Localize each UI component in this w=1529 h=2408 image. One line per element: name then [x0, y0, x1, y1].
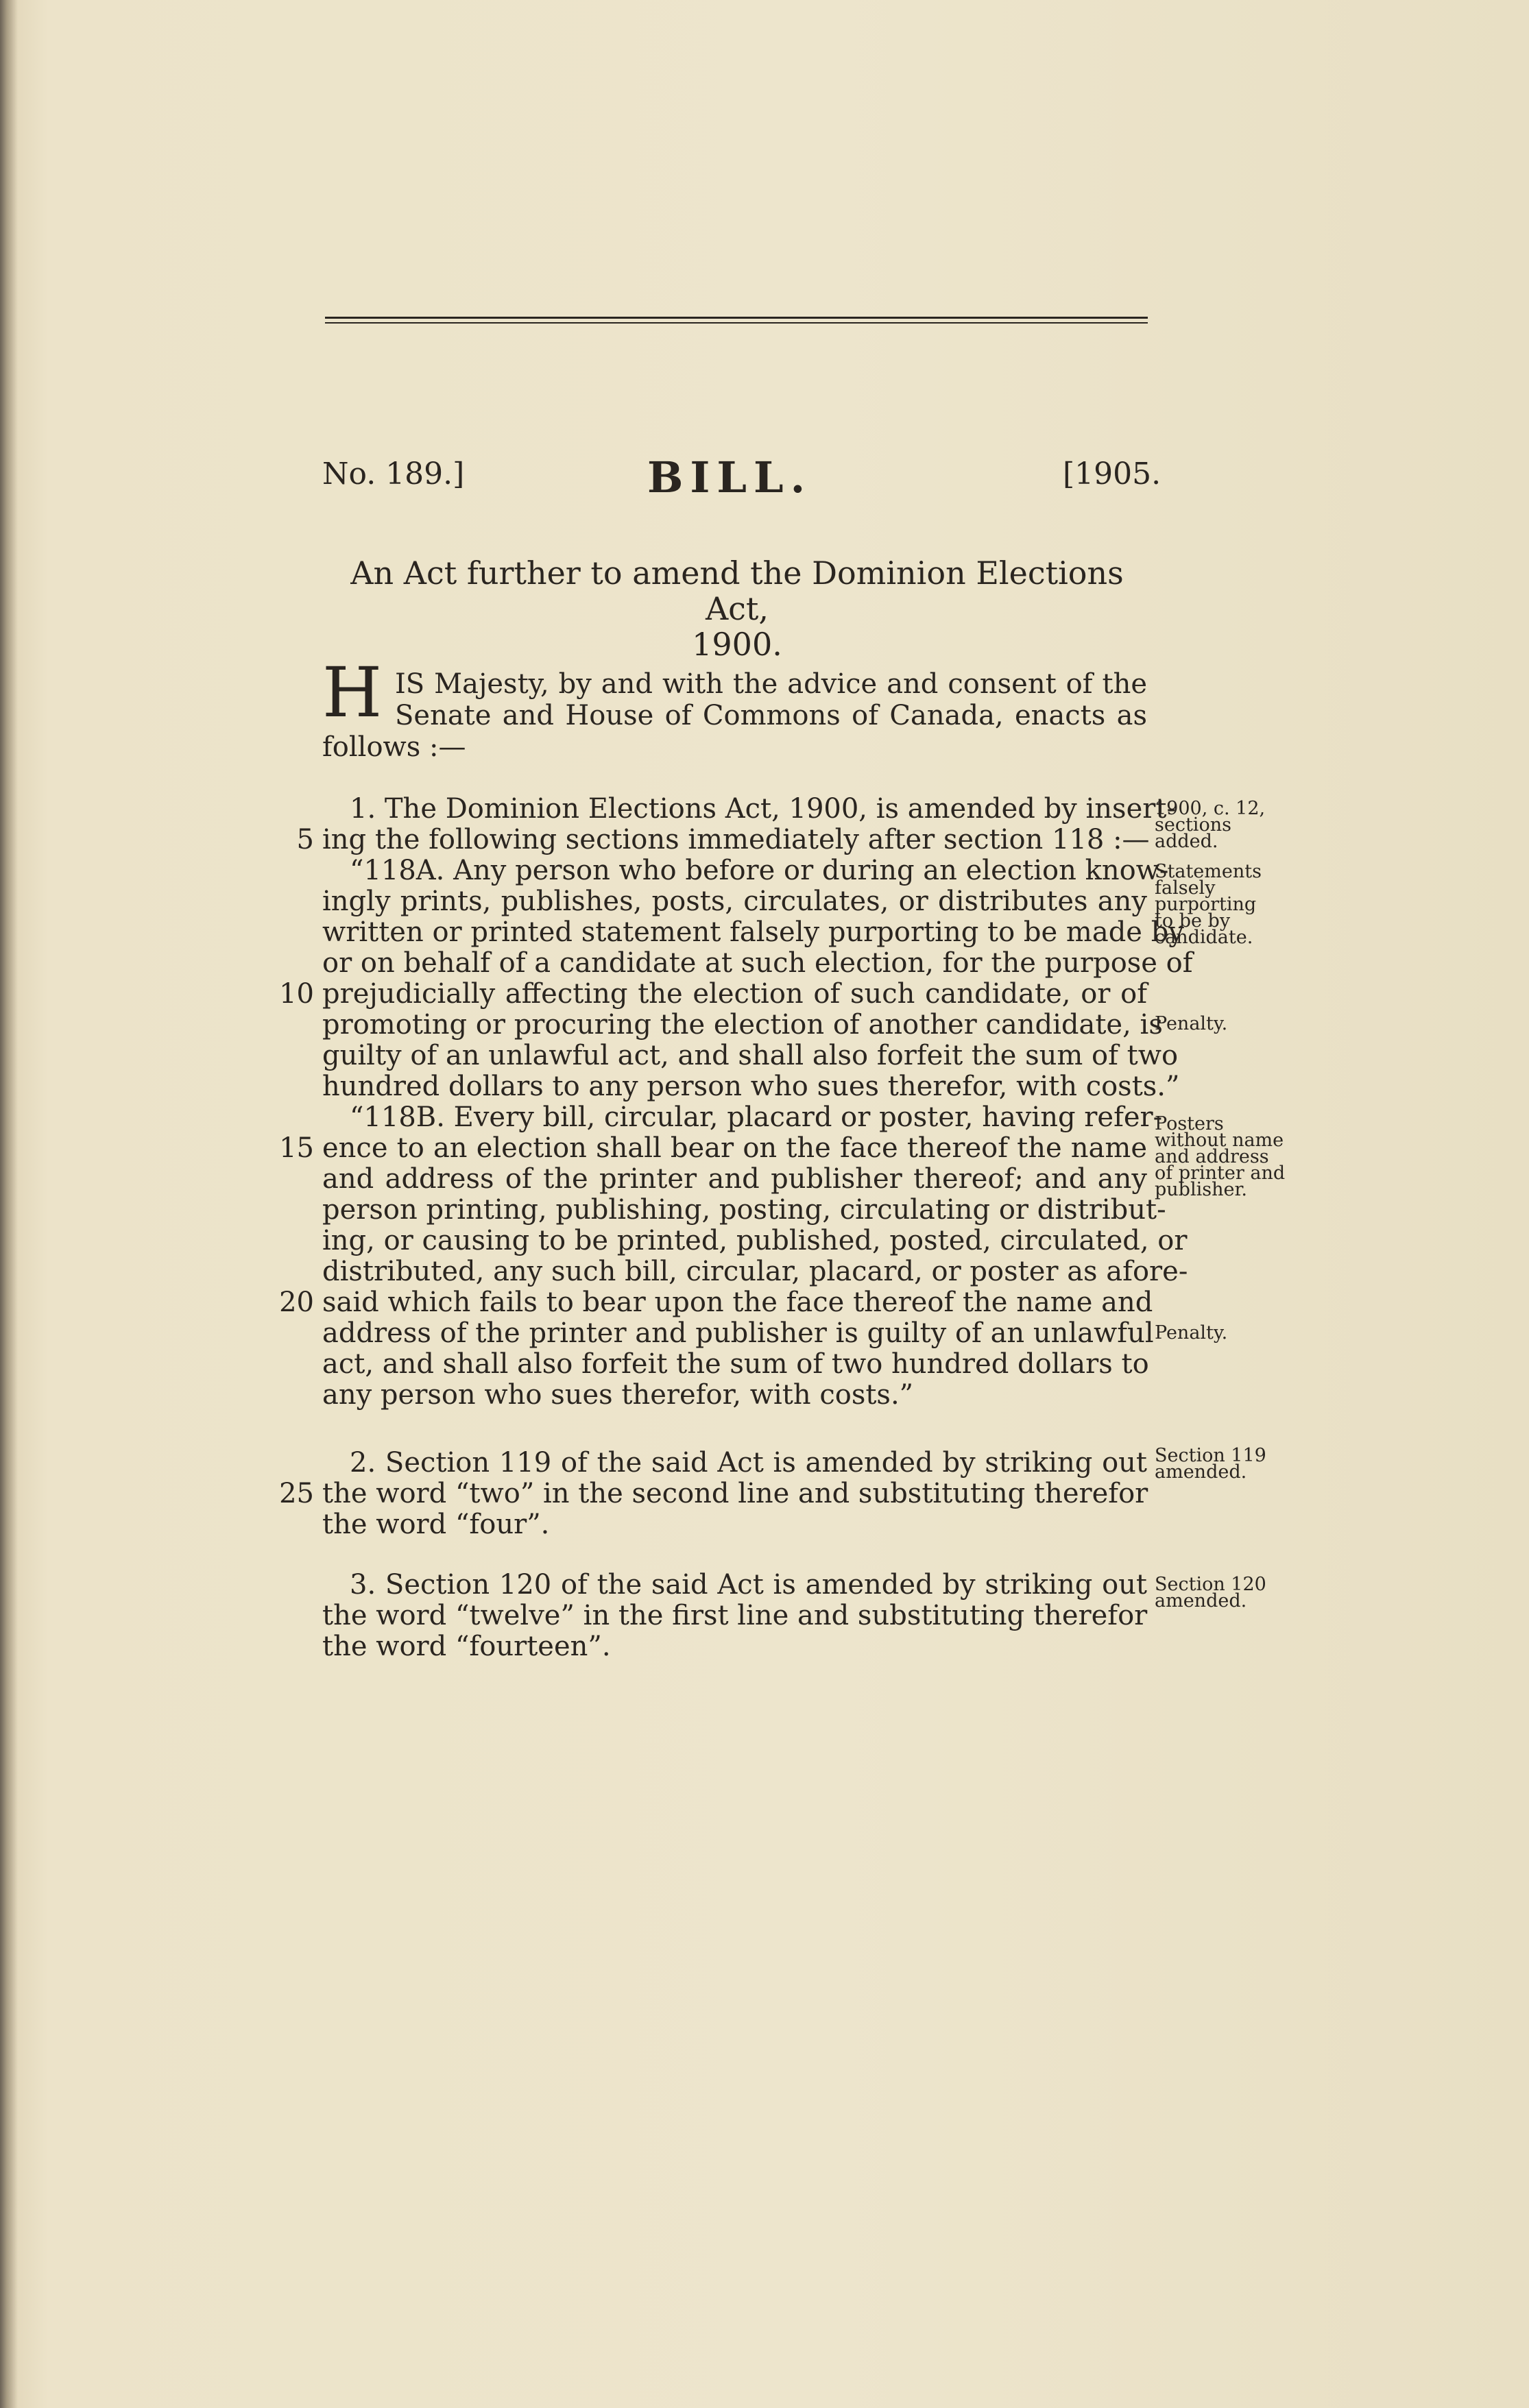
marginal-note-line: purporting	[1155, 894, 1257, 915]
line-number: 25	[279, 1478, 314, 1509]
marginal-note-line: of printer and	[1155, 1163, 1286, 1184]
bill-line: 3. Section 120 of the said Act is amended by striking out	[350, 1569, 1147, 1601]
bill-line: hundred dollars to any person who sues therefor, with costs.”	[322, 1071, 1180, 1102]
bill-line: ence to an election shall bear on the face thereof the name	[322, 1132, 1147, 1164]
bill-line: 2. Section 119 of the said Act is amended by striking out	[350, 1447, 1147, 1479]
preamble-line: follows :—	[322, 731, 466, 763]
bill-year: [1905.	[1063, 457, 1161, 491]
bill-line: guilty of an unlawful act, and shall also forfeit the sum of two	[322, 1040, 1179, 1071]
line-number: 10	[279, 978, 314, 1010]
marginal-note-line: Section 119	[1155, 1445, 1266, 1466]
marginal-note	[1155, 1445, 1266, 1483]
bill-number: No. 189.]	[322, 457, 465, 491]
bill-line: or on behalf of a candidate at such election, for the purpose of	[322, 947, 1193, 979]
bill-line: said which fails to bear upon the face thereof the name and	[322, 1287, 1153, 1318]
marginal-note	[1155, 1574, 1266, 1612]
marginal-note-line: Statements	[1155, 861, 1262, 882]
marginal-note-line: 1900, c. 12,	[1155, 798, 1266, 819]
line-number: 15	[279, 1132, 314, 1164]
drop-cap: H	[322, 653, 383, 733]
bill-line: prejudicially affecting the election of such candidate, or of	[322, 978, 1147, 1010]
bill-line: “118A. Any person who before or during an election know-	[350, 855, 1169, 886]
marginal-note-line: amended.	[1155, 1590, 1247, 1612]
marginal-note	[1155, 1013, 1228, 1034]
bill-line: the word “twelve” in the first line and substituting therefor	[322, 1600, 1148, 1631]
bill-line: written or printed statement falsely purporting to be made by	[322, 916, 1184, 948]
marginal-note-line: and address	[1155, 1146, 1269, 1167]
marginal-note-line: Penalty.	[1155, 1322, 1228, 1343]
bill-line: promoting or procuring the election of another candidate, is	[322, 1009, 1163, 1041]
bill-line: ingly prints, publishes, posts, circulates, or distributes any	[322, 886, 1147, 917]
marginal-note-line: amended.	[1155, 1461, 1247, 1483]
act-title-line: 1900.	[692, 626, 782, 663]
marginal-note-line: added.	[1155, 831, 1218, 852]
bill-line: ing, or causing to be printed, published, posted, circulated, or	[322, 1225, 1188, 1256]
bill-line: “118B. Every bill, circular, placard or poster, having refer-	[350, 1102, 1163, 1133]
bill-line: any person who sues therefor, with costs.”	[322, 1379, 914, 1411]
bill-line: act, and shall also forfeit the sum of two hundred dollars to	[322, 1348, 1149, 1380]
line-number: 5	[296, 824, 314, 855]
bill-line: the word “four”.	[322, 1509, 550, 1540]
bill-line: the word “fourteen”.	[322, 1631, 611, 1662]
marginal-note-line: Posters	[1155, 1113, 1224, 1134]
preamble-line: Senate and House of Commons of Canada, enacts as	[395, 700, 1147, 731]
marginal-note	[1155, 861, 1262, 948]
bill-line: the word “two” in the second line and substituting therefor	[322, 1478, 1148, 1509]
bill-line: and address of the printer and publisher thereof; and any	[322, 1163, 1147, 1195]
marginal-note	[1155, 798, 1266, 852]
bill-line: address of the printer and publisher is guilty of an unlawful	[322, 1317, 1154, 1349]
marginal-note-line: falsely	[1155, 877, 1216, 899]
line-number: 20	[279, 1287, 314, 1318]
marginal-note	[1155, 1322, 1228, 1343]
bill-line: person printing, publishing, posting, circulating or distribut-	[322, 1194, 1166, 1226]
bill-title: BILL.	[647, 452, 812, 502]
preamble-line: IS Majesty, by and with the advice and consent of the	[395, 668, 1147, 700]
act-title	[322, 555, 1152, 662]
marginal-note-line: sections	[1155, 814, 1231, 836]
act-title-line: An Act further to amend the Dominion Elections Act,	[350, 555, 1124, 627]
top-rule	[325, 317, 1148, 319]
marginal-note-line: to be by	[1155, 910, 1231, 932]
bill-line: ing the following sections immediately after section 118 :—	[322, 824, 1150, 855]
marginal-note-line: without name	[1155, 1130, 1284, 1151]
marginal-note-line: publisher.	[1155, 1179, 1247, 1200]
bill-line: distributed, any such bill, circular, placard, or poster as afore-	[322, 1256, 1188, 1287]
marginal-note-line: candidate.	[1155, 927, 1253, 948]
marginal-note-line: Penalty.	[1155, 1013, 1228, 1034]
marginal-note	[1155, 1113, 1286, 1200]
bill-line: 1. The Dominion Elections Act, 1900, is amended by insert-	[350, 793, 1176, 825]
marginal-note-line: Section 120	[1155, 1574, 1266, 1595]
top-rule-inner	[325, 322, 1148, 324]
